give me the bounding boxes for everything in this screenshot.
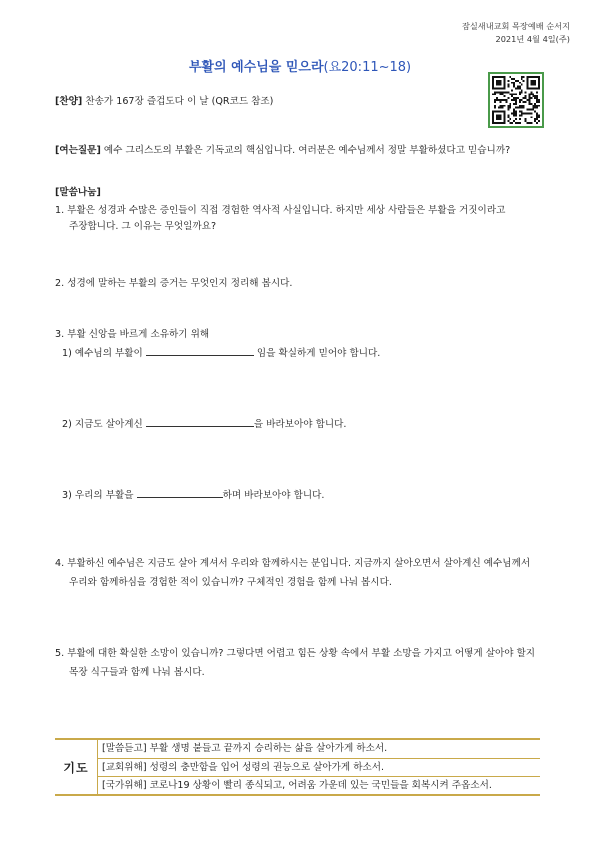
question-3-2-prefix: 2) 지금도 살아계신: [62, 419, 146, 430]
prayer-item-nation: [국가위해] 코로나19 상황이 빨리 종식되고, 어려움 가운데 있는 국민들을 회복시켜 주옵소서.: [98, 776, 540, 794]
question-3-3-suffix: 하며 바라보아야 합니다.: [222, 490, 325, 501]
page-header: [462, 20, 570, 46]
sharing-tag: [말씀나눔]: [55, 187, 101, 198]
sermon-title-main: 부활의 예수님을 믿으라: [188, 60, 324, 75]
question-3-2: [62, 418, 346, 432]
opening-question-tag: [여는질문]: [55, 145, 101, 156]
qr-code[interactable]: [488, 72, 544, 128]
question-3-1-prefix: 1) 예수님의 부활이: [62, 348, 146, 359]
question-3: 3. 부활 신앙을 바르게 소유하기 위해: [55, 329, 210, 340]
fill-in-blank[interactable]: [137, 489, 223, 498]
fill-in-blank[interactable]: [146, 418, 254, 427]
service-date: 2021년 4월 4일(주): [495, 34, 570, 44]
question-4-line-2: 우리와 함께하심을 경험한 적이 있습니까? 구체적인 경험을 함께 나눠 봅시다.: [69, 577, 392, 588]
question-3-1-suffix: 임을 확실하게 믿어야 합니다.: [253, 348, 381, 359]
hymn-line: [55, 95, 273, 109]
hymn-tag: [찬양]: [55, 96, 83, 107]
question-5-line-1: 5. 부활에 대한 확실한 소망이 있습니까? 그렇다면 어렵고 힘든 상황 속에서 부활 소망을 가지고 어떻게 살아야 할지: [55, 648, 536, 659]
fill-in-blank[interactable]: [146, 347, 254, 356]
question-3-1: [62, 347, 380, 361]
question-3-3-prefix: 3) 우리의 부활을: [62, 490, 137, 501]
prayer-item-church: [교회위해] 성령의 충만함을 입어 성령의 권능으로 살아가게 하소서.: [98, 758, 540, 776]
hymn-text: 찬송가 167장 즐겁도다 이 날 (QR코드 참조): [82, 96, 274, 107]
question-2: 2. 성경에 말하는 부활의 증거는 무엇인지 정리해 봅시다.: [55, 278, 293, 289]
question-1-line-2: 주장합니다. 그 이유는 무엇일까요?: [69, 221, 217, 232]
prayer-list: [97, 740, 540, 794]
question-3-2-suffix: 을 바라보아야 합니다.: [253, 419, 347, 430]
prayer-box: [55, 738, 540, 796]
church-service-name: 잠실새내교회 목장예배 순서지: [461, 21, 570, 31]
prayer-label: 기도: [63, 760, 89, 775]
question-3-3: [62, 489, 324, 503]
question-5-line-2: 목장 식구들과 함께 나눠 봅시다.: [69, 667, 205, 678]
scripture-reference: (요20:11~18): [323, 60, 412, 75]
qr-code-icon: [492, 76, 540, 124]
prayer-item-word: [말씀듣고] 부활 생명 붙들고 끝까지 승리하는 삶을 살아가게 하소서.: [102, 743, 388, 754]
question-1-line-1: 1. 부활은 성경과 수많은 증인들이 직접 경험한 역사적 사실입니다. 하지만 세상 사람들은 부활을 거짓이라고: [55, 205, 506, 216]
opening-question-text: 예수 그리스도의 부활은 기독교의 핵심입니다. 여러분은 예수님께서 정말 부활하셨다고 믿습니까?: [100, 145, 511, 156]
opening-question-line: [55, 144, 510, 158]
question-4-line-1: 4. 부활하신 예수님은 지금도 살아 계셔서 우리와 함께하시는 분입니다. 지금까지 살아오면서 살아계신 예수님께서: [55, 558, 531, 569]
